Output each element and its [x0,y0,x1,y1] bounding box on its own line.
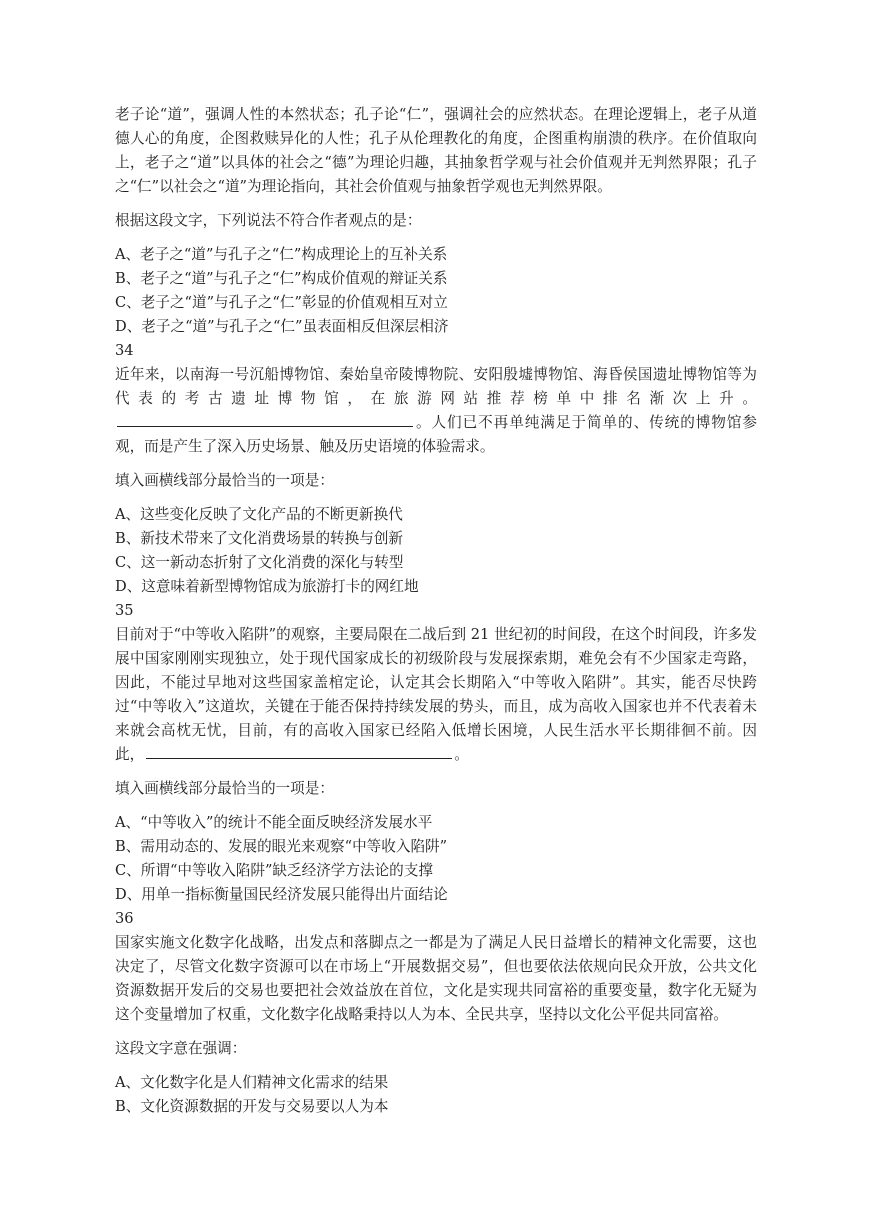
q36-number: 36 [115,910,134,927]
q34-answer-blank [117,411,413,427]
q33-option-c: C、老子之“道”与孔子之“仁”彰显的价值观相互对立 [115,294,448,311]
q34-option-c: C、这一新动态折射了文化消费的深化与转型 [115,554,404,571]
q35-option-c: C、所谓“中等收入陷阱”缺乏经济学方法论的支撑 [115,862,433,879]
q33-passage: 老子论“道”，强调人性的本然状态；孔子论“仁”，强调社会的应然状态。在理论逻辑上，老子从道德人心的角度，企图救赎异化的人性；孔子从伦理教化的角度，企图重构崩溃的秩序。在价值取向上，老子之“道”以具体的社会之“德”为理论归趣，其抽象哲学观与社会价值观并无判然界限；孔子之“仁”以社会之“道”为理论指向，其社会价值观与抽象哲学观也无判然界限。 [115,106,757,195]
q34-number: 34 [115,342,134,359]
q34-option-a: A、这些变化反映了文化产品的不断更新换代 [115,506,403,523]
q35-passage [115,623,757,767]
q34-passage [115,363,757,459]
q34-passage-part1: 近年来，以南海一号沉船博物馆、秦始皇帝陵博物院、安阳殷墟博物馆、海昏侯国遗址博物馆等为代表的考古遗址博物馆，在旅游网站推荐榜单中排名渐次上升。 [115,366,757,407]
q35-answer-blank [146,743,452,759]
q35-option-d: D、用单一指标衡量国民经济发展只能得出片面结论 [115,886,448,903]
q35-passage-part1: 目前对于“中等收入陷阱”的观察，主要局限在二战后到 21 世纪初的时间段，在这个时间段，许多发展中国家刚刚实现独立，处于现代国家成长的初级阶段与发展探索期，难免会有不少国家走弯路，因此，不能过早地对这些国家盖棺定论，认定其会长期陷入“中等收入陷阱”。其实，能否尽快跨过“中等收入”这道坎，关键在于能否保持持续发展的势头，而且，成为高收入国家也并不代表着未来就会高枕无忧，目前，有的高收入国家已经陷入低增长困境，人民生活水平长期徘徊不前。因此， [115,626,757,763]
q35-option-a: A、“中等收入”的统计不能全面反映经济发展水平 [115,814,433,831]
q35-passage-part2: 。 [454,746,469,763]
q33-option-a: A、老子之“道”与孔子之“仁”构成理论上的互补关系 [115,246,448,263]
q34-stem: 填入画横线部分最恰当的一项是： [115,472,334,489]
q36-stem: 这段文字意在强调： [115,1040,247,1057]
q34-option-d: D、这意味着新型博物馆成为旅游打卡的网红地 [115,578,419,595]
q36-passage: 国家实施文化数字化战略，出发点和落脚点之一都是为了满足人民日益增长的精神文化需要，这也决定了，尽管文化数字资源可以在市场上“开展数据交易”，但也要依法依规向民众开放，公共文化资源数据开发后的交易也要把社会效益放在首位，文化是实现共同富裕的重要变量，数字化无疑为这个变量增加了权重，文化数字化战略秉持以人为本、全民共享，坚持以文化公平促共同富裕。 [115,934,757,1023]
q35-number: 35 [115,602,134,619]
q33-option-d: D、老子之“道”与孔子之“仁”虽表面相反但深层相济 [115,318,449,335]
q33-stem: 根据这段文字，下列说法不符合作者观点的是： [115,212,422,229]
q36-option-a: A、文化数字化是人们精神文化需求的结果 [115,1074,389,1091]
q35-option-b: B、需用动态的、发展的眼光来观察“中等收入陷阱” [115,838,448,855]
q35-stem: 填入画横线部分最恰当的一项是： [115,780,334,797]
q33-option-b: B、老子之“道”与孔子之“仁”构成价值观的辩证关系 [115,270,448,287]
q34-option-b: B、新技术带来了文化消费场景的转换与创新 [115,530,404,547]
q36-option-b: B、文化资源数据的开发与交易要以人为本 [115,1098,389,1115]
q34-passage-part2: 。人们已不再单纯满足于简单的、传统的博物馆参观，而是产生了深入历史场景、触及历史语境的体验需求。 [115,414,757,455]
document-content [115,103,757,1119]
